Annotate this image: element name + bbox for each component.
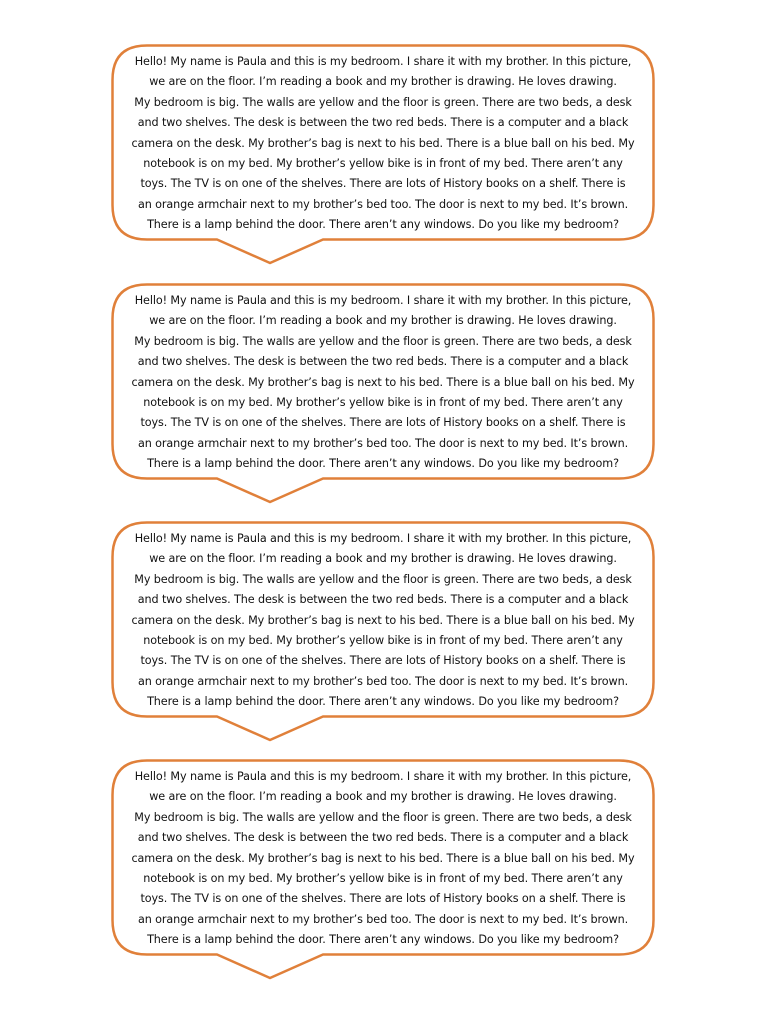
text-line: camera on the desk. My brother’s bag is next to his bed. There is a blue ball on his bed. My	[131, 136, 635, 150]
text-line: There is a lamp behind the door. There aren’t any windows. Do you like my bedroom?	[147, 695, 619, 709]
text-line: and two shelves. The desk is between the two red beds. There is a computer and a black	[137, 355, 629, 369]
text-line: camera on the desk. My brother’s bag is next to his bed. There is a blue ball on his bed. My	[131, 375, 635, 389]
text-line: toys. The TV is on one of the shelves. There are lots of History books on a shelf. There is	[140, 416, 626, 430]
bubble-text	[121, 767, 645, 951]
text-line: camera on the desk. My brother’s bag is next to his bed. There is a blue ball on his bed. My	[131, 851, 635, 865]
text-line: we are on the floor. I’m reading a book and my brother is drawing. He loves drawing.	[149, 552, 617, 566]
bubble-text	[121, 529, 645, 713]
text-line: My bedroom is big. The walls are yellow and the floor is green. There are two beds, a desk	[134, 572, 632, 586]
text-line: we are on the floor. I’m reading a book and my brother is drawing. He loves drawing.	[149, 314, 617, 328]
text-line: and two shelves. The desk is between the two red beds. There is a computer and a black	[137, 593, 629, 607]
text-line: There is a lamp behind the door. There aren’t any windows. Do you like my bedroom?	[147, 457, 619, 471]
speech-bubble-4	[111, 759, 655, 981]
text-line: toys. The TV is on one of the shelves. There are lots of History books on a shelf. There is	[140, 892, 626, 906]
text-line: My bedroom is big. The walls are yellow and the floor is green. There are two beds, a desk	[134, 810, 632, 824]
bubble-text	[121, 291, 645, 475]
text-line: we are on the floor. I’m reading a book and my brother is drawing. He loves drawing.	[149, 75, 617, 89]
speech-bubble-2	[111, 283, 655, 505]
text-line: My bedroom is big. The walls are yellow and the floor is green. There are two beds, a desk	[134, 334, 632, 348]
text-line: we are on the floor. I’m reading a book and my brother is drawing. He loves drawing.	[149, 790, 617, 804]
text-line: Hello! My name is Paula and this is my bedroom. I share it with my brother. In this picture,	[134, 770, 632, 783]
text-line: an orange armchair next to my brother’s bed too. The door is next to my bed. It’s brown.	[137, 674, 629, 688]
text-line: toys. The TV is on one of the shelves. There are lots of History books on a shelf. There is	[140, 654, 626, 668]
text-line: and two shelves. The desk is between the two red beds. There is a computer and a black	[137, 116, 629, 130]
text-line: Hello! My name is Paula and this is my bedroom. I share it with my brother. In this picture,	[134, 55, 632, 68]
text-line: toys. The TV is on one of the shelves. There are lots of History books on a shelf. There is	[140, 177, 626, 191]
text-line: My bedroom is big. The walls are yellow and the floor is green. There are two beds, a desk	[134, 95, 632, 109]
speech-bubble-3	[111, 521, 655, 743]
bubble-text	[121, 52, 645, 236]
text-line: There is a lamp behind the door. There aren’t any windows. Do you like my bedroom?	[147, 218, 619, 232]
text-line: camera on the desk. My brother’s bag is next to his bed. There is a blue ball on his bed. My	[131, 613, 635, 627]
speech-bubble-1	[111, 44, 655, 266]
text-line: and two shelves. The desk is between the two red beds. There is a computer and a black	[137, 831, 629, 845]
text-line: an orange armchair next to my brother’s bed too. The door is next to my bed. It’s brown.	[137, 197, 629, 211]
text-line: Hello! My name is Paula and this is my bedroom. I share it with my brother. In this picture,	[134, 532, 632, 545]
text-line: an orange armchair next to my brother’s bed too. The door is next to my bed. It’s brown.	[137, 912, 629, 926]
text-line: notebook is on my bed. My brother’s yellow bike is in front of my bed. There aren’t any	[143, 396, 623, 410]
text-line: Hello! My name is Paula and this is my bedroom. I share it with my brother. In this picture,	[134, 294, 632, 307]
text-line: There is a lamp behind the door. There aren’t any windows. Do you like my bedroom?	[147, 933, 619, 947]
text-line: notebook is on my bed. My brother’s yellow bike is in front of my bed. There aren’t any	[143, 872, 623, 886]
text-line: notebook is on my bed. My brother’s yellow bike is in front of my bed. There aren’t any	[143, 157, 623, 171]
text-line: notebook is on my bed. My brother’s yellow bike is in front of my bed. There aren’t any	[143, 634, 623, 648]
text-line: an orange armchair next to my brother’s bed too. The door is next to my bed. It’s brown.	[137, 436, 629, 450]
